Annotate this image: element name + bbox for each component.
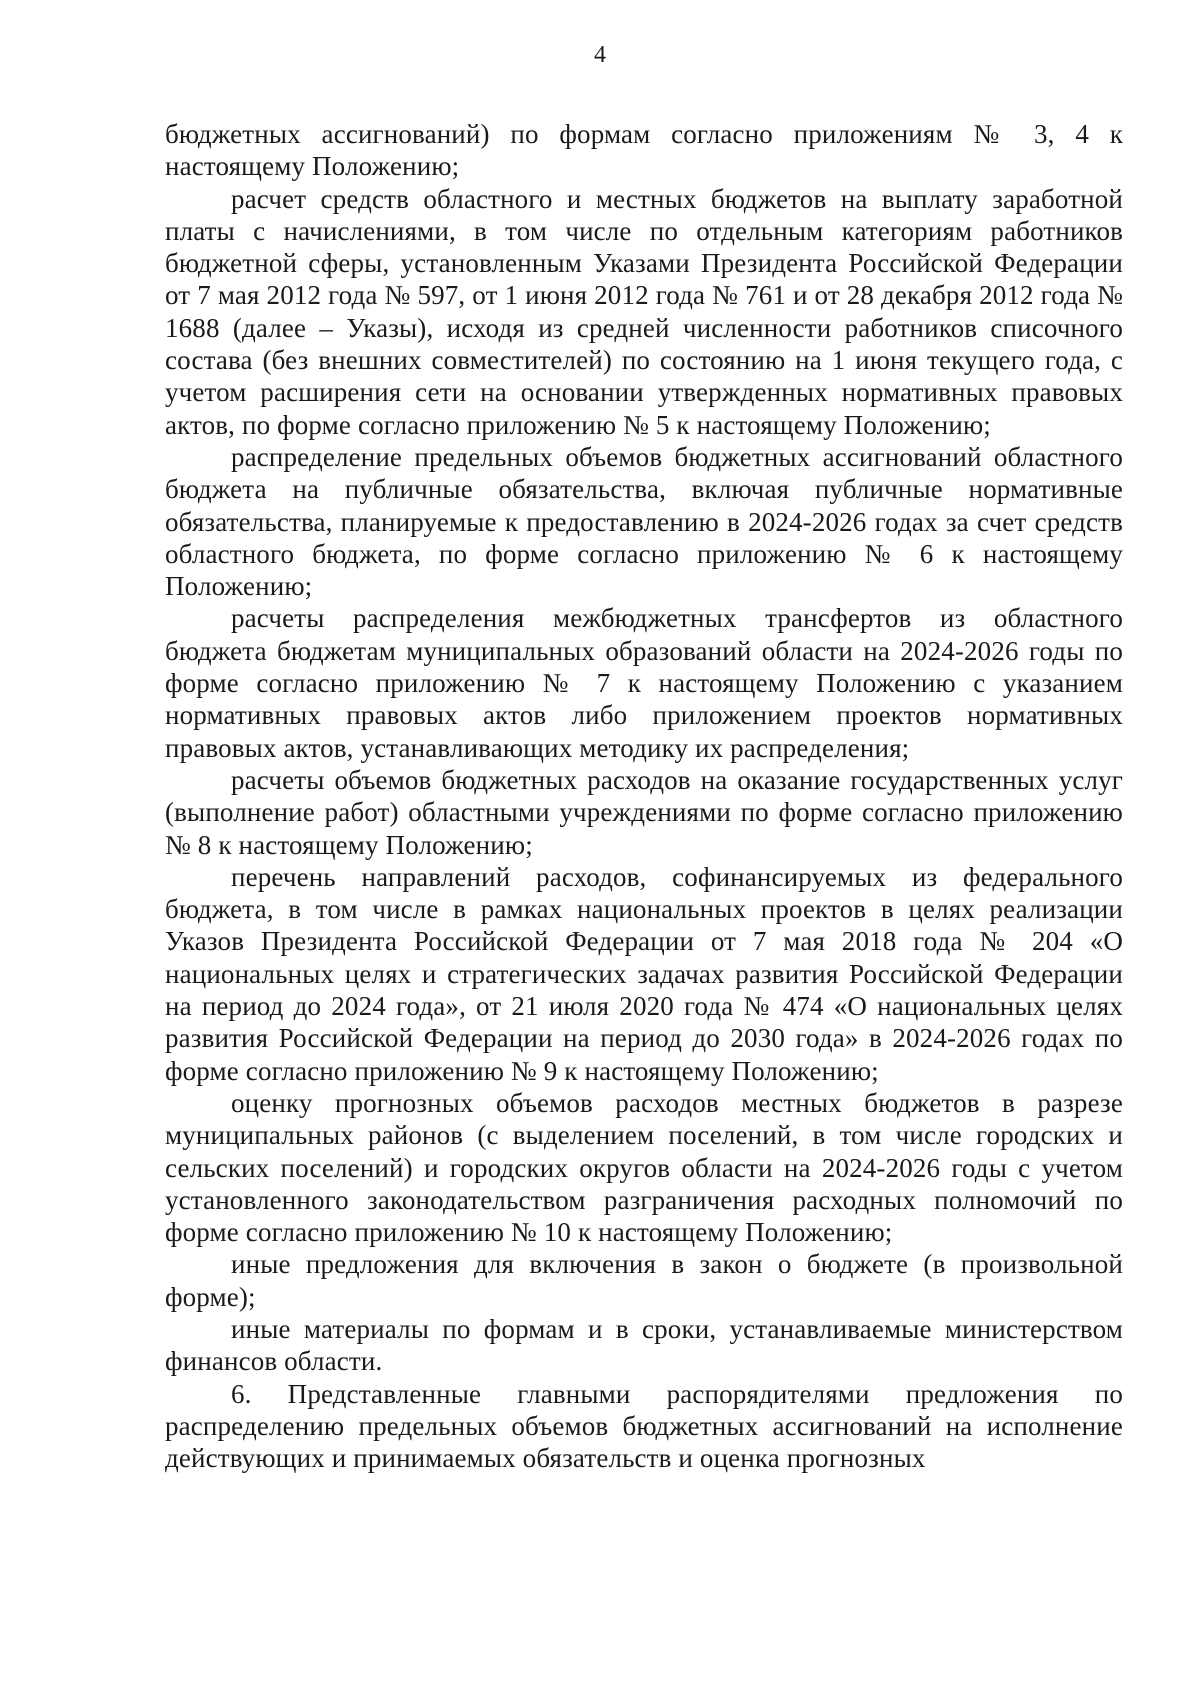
paragraph-interbudget-transfers: расчеты распределения межбюджетных трансфертов из областного бюджета бюджетам муниципальных образований области на 2024-2026 годы по форме согласно приложению № 7 к настоящему Положению с указанием нормативных правовых актов либо приложением проектов нормативных правовых актов, устанавливающих методику их распределения; — [165, 603, 1123, 763]
paragraph-state-services: расчеты объемов бюджетных расходов на оказание государственных услуг (выполнение работ) областными учреждениями по форме согласно приложению № 8 к настоящему Положению; — [165, 764, 1123, 860]
page-number: 4 — [594, 42, 606, 68]
paragraph-section-6: 6. Представленные главными распорядителями предложения по распределению предельных объемов бюджетных ассигнований на исполнение действующих и принимаемых обязательств и оценка прогнозных — [165, 1378, 1123, 1474]
paragraph-federal-cofinancing: перечень направлений расходов, софинансируемых из федерального бюджета, в том числе в рамках национальных проектов в целях реализации Указов Президента Российской Федерации от 7 мая 2018 года № 204 «О национальных целях и стратегических задачах развития Российской Федерации на период до 2024 года», от 21 июля 2020 года № 474 «О национальных целях развития Российской Федерации на период до 2030 года» в 2024-2026 годах по форме согласно приложению № 9 к настоящему Положению; — [165, 861, 1123, 1086]
paragraph-other-proposals: иные предложения для включения в закон о бюджете (в произвольной форме); — [165, 1249, 1123, 1312]
paragraph-public-obligations: распределение предельных объемов бюджетных ассигнований областного бюджета на публичные обязательства, включая публичные нормативные обязательства, планируемые к предоставлению в 2024-2026 годах за счет средств областного бюджета, по форме согласно приложению № 6 к настоящему Положению; — [165, 441, 1123, 602]
paragraph-continuation: бюджетных ассигнований) по формам согласно приложениям № 3, 4 к настоящему Положению; — [165, 119, 1123, 182]
document-body — [165, 118, 1123, 1474]
paragraph-salary-calculation: расчет средств областного и местных бюджетов на выплату заработной платы с начислениями, в том числе по отдельным категориям работников бюджетной сферы, установленным Указами Президента Российской Федерации от 7 мая 2012 года № 597, от 1 июня 2012 года № 761 и от 28 декабря 2012 года № 1688 (далее – Указы), исходя из средней численности работников списочного состава (без внешних совместителей) по состоянию на 1 июня текущего года, с учетом расширения сети на основании утвержденных нормативных правовых актов, по форме согласно приложению № 5 к настоящему Положению; — [165, 183, 1123, 440]
paragraph-other-materials: иные материалы по формам и в сроки, устанавливаемые министерством финансов области. — [165, 1313, 1123, 1377]
paragraph-local-budgets-estimate: оценку прогнозных объемов расходов местных бюджетов в разрезе муниципальных районов (с выделением поселений, в том числе городских и сельских поселений) и городских округов области на 2024-2026 годы с учетом установленного законодательством разграничения расходных полномочий по форме согласно приложению № 10 к настоящему Положению; — [165, 1087, 1123, 1248]
